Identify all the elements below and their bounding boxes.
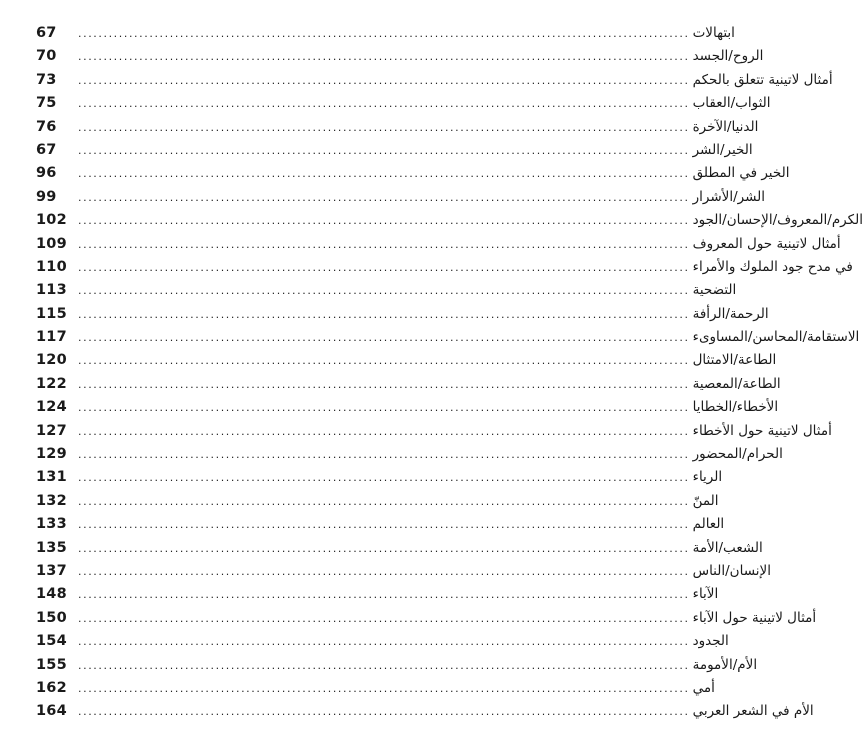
toc-entry-title: الكرم/المعروف/الإحسان/الجود (692, 212, 863, 229)
toc-page-number: 155 (36, 656, 67, 673)
toc-entry (36, 139, 753, 162)
toc-entry (36, 700, 814, 723)
toc-entry-title: الجدود (692, 633, 729, 650)
toc-dot-leader: ........................................................................................................................ (78, 97, 690, 111)
toc-entry-title: أمثال لاتينية تتعلق بالحكم (692, 71, 833, 88)
toc-dot-leader: ........................................................................................................................ (78, 611, 690, 625)
toc-dot-leader: ........................................................................................................................ (78, 190, 690, 204)
toc-page-number: 110 (36, 258, 67, 275)
toc-entry-title: أمثال لاتينية حول الأخطاء (692, 422, 832, 439)
toc-entry-title: العالم (692, 516, 725, 533)
toc-entry-title: الخير/الشر (692, 141, 753, 158)
toc-dot-leader: ........................................................................................................................ (78, 354, 690, 368)
toc-entry-title: الخير في المطلق (692, 165, 790, 182)
toc-page-number: 135 (36, 539, 67, 556)
toc-entry (36, 116, 759, 139)
toc-entry (36, 420, 832, 443)
toc-page-number: 122 (36, 375, 67, 392)
toc-entry (36, 92, 771, 115)
toc-entry-title: الشعب/الأمة (692, 539, 763, 556)
toc-page-number: 70 (36, 48, 57, 65)
toc-entry-title: الرحمة/الرأفة (692, 305, 769, 322)
toc-page-number: 102 (36, 212, 67, 229)
toc-entry-title: الأخطاء/الخطايا (692, 399, 779, 416)
toc-dot-leader: ........................................................................................................................ (78, 167, 690, 181)
toc-entry-title: التضحية (692, 282, 737, 299)
toc-entry (36, 466, 723, 489)
toc-entry-title: الحرام/المحضور (692, 446, 783, 463)
toc-page-number: 109 (36, 235, 67, 252)
toc-page-number: 73 (36, 71, 57, 88)
toc-page-number: 67 (36, 141, 57, 158)
toc-page-number: 162 (36, 679, 67, 696)
toc-entry-title: الإنسان/الناس (692, 562, 771, 579)
toc-page-number: 96 (36, 165, 57, 182)
toc-page-number: 131 (36, 469, 67, 486)
toc-dot-leader: ........................................................................................................................ (78, 260, 690, 274)
toc-entry-title: أمثال لاتينية حول الآباء (692, 609, 817, 626)
toc-dot-leader: ........................................................................................................................ (78, 541, 690, 555)
toc-dot-leader: ........................................................................................................................ (78, 681, 690, 695)
toc-page-number: 133 (36, 516, 67, 533)
toc-dot-leader: ........................................................................................................................ (78, 120, 690, 134)
toc-entry (36, 279, 737, 302)
toc-entry (36, 256, 853, 279)
toc-dot-leader: ........................................................................................................................ (78, 377, 690, 391)
toc-dot-leader: ........................................................................................................................ (78, 214, 690, 228)
toc-entry (36, 233, 841, 256)
toc-dot-leader: ........................................................................................................................ (78, 237, 690, 251)
toc-entry (36, 490, 719, 513)
toc-entry (36, 654, 758, 677)
toc-entry-title: الثواب/العقاب (692, 95, 771, 112)
toc-entry-title: الطاعة/الامتثال (692, 352, 777, 369)
toc-dot-leader: ........................................................................................................................ (78, 73, 690, 87)
toc-entry-title: الأم في الشعر العربي (692, 703, 814, 720)
toc-page-number: 115 (36, 305, 67, 322)
toc-dot-leader: ........................................................................................................................ (78, 564, 690, 578)
toc-entry (36, 162, 790, 185)
toc-entry (36, 560, 771, 583)
toc-page-number: 164 (36, 703, 67, 720)
toc-entry-title: الطاعة/المعصية (692, 375, 781, 392)
toc-entry-title: ابتهالات (692, 25, 735, 41)
table-of-contents (36, 22, 863, 724)
toc-dot-leader: ........................................................................................................................ (78, 284, 690, 298)
toc-dot-leader: ........................................................................................................................ (78, 143, 690, 157)
toc-entry (36, 186, 765, 209)
toc-entry (36, 22, 735, 45)
toc-page-number: 113 (36, 282, 67, 299)
toc-entry (36, 69, 833, 92)
toc-page-number: 150 (36, 609, 67, 626)
toc-entry (36, 373, 781, 396)
toc-entry-title: الروح/الجسد (692, 48, 764, 65)
toc-page-number: 99 (36, 188, 57, 205)
toc-entry-title: الآباء (692, 586, 719, 603)
toc-entry-title: في مدح جود الملوك والأمراء (692, 258, 853, 275)
toc-page-number: 75 (36, 95, 57, 112)
toc-entry (36, 677, 715, 700)
toc-page-number: 120 (36, 352, 67, 369)
toc-entry (36, 349, 777, 372)
toc-entry (36, 326, 860, 349)
toc-page-number: 129 (36, 446, 67, 463)
toc-entry (36, 630, 729, 653)
toc-entry (36, 209, 863, 232)
toc-entry (36, 513, 725, 536)
toc-dot-leader: ........................................................................................................................ (78, 635, 690, 649)
toc-dot-leader: ........................................................................................................................ (78, 331, 690, 345)
toc-page-number: 154 (36, 633, 67, 650)
toc-entry-title: الدنيا/الآخرة (692, 118, 759, 135)
toc-dot-leader: ........................................................................................................................ (78, 518, 690, 532)
toc-entry (36, 537, 763, 560)
toc-page-number: 67 (36, 25, 57, 41)
toc-entry-title: الرياء (692, 469, 723, 486)
toc-page-number: 76 (36, 118, 57, 135)
toc-dot-leader: ........................................................................................................................ (78, 705, 690, 719)
toc-page-number: 132 (36, 492, 67, 509)
toc-page-number: 148 (36, 586, 67, 603)
toc-page-number: 137 (36, 562, 67, 579)
toc-entry (36, 607, 817, 630)
toc-dot-leader: ........................................................................................................................ (78, 471, 690, 485)
toc-dot-leader: ........................................................................................................................ (78, 307, 690, 321)
toc-entry-title: الأم/الأمومة (692, 656, 758, 673)
toc-entry (36, 396, 779, 419)
toc-dot-leader: ........................................................................................................................ (78, 448, 690, 462)
toc-entry-title: أمثال لاتينية حول المعروف (692, 235, 841, 252)
toc-dot-leader: ........................................................................................................................ (78, 27, 690, 40)
toc-entry (36, 443, 783, 466)
toc-entry-title: أمي (692, 679, 715, 696)
toc-entry (36, 45, 764, 68)
toc-page-number: 117 (36, 329, 67, 346)
toc-dot-leader: ........................................................................................................................ (78, 424, 690, 438)
toc-entry-title: المنّ (692, 492, 719, 509)
toc-entry (36, 303, 769, 326)
toc-page-number: 127 (36, 422, 67, 439)
toc-entry-title: الاستقامة/المحاسن/المساوىء (692, 329, 860, 346)
toc-entry-title: الشر/الأشرار (692, 188, 765, 205)
toc-dot-leader: ........................................................................................................................ (78, 50, 690, 64)
toc-dot-leader: ........................................................................................................................ (78, 588, 690, 602)
toc-page-number: 124 (36, 399, 67, 416)
toc-entry (36, 583, 719, 606)
toc-dot-leader: ........................................................................................................................ (78, 658, 690, 672)
toc-dot-leader: ........................................................................................................................ (78, 494, 690, 508)
toc-dot-leader: ........................................................................................................................ (78, 401, 690, 415)
